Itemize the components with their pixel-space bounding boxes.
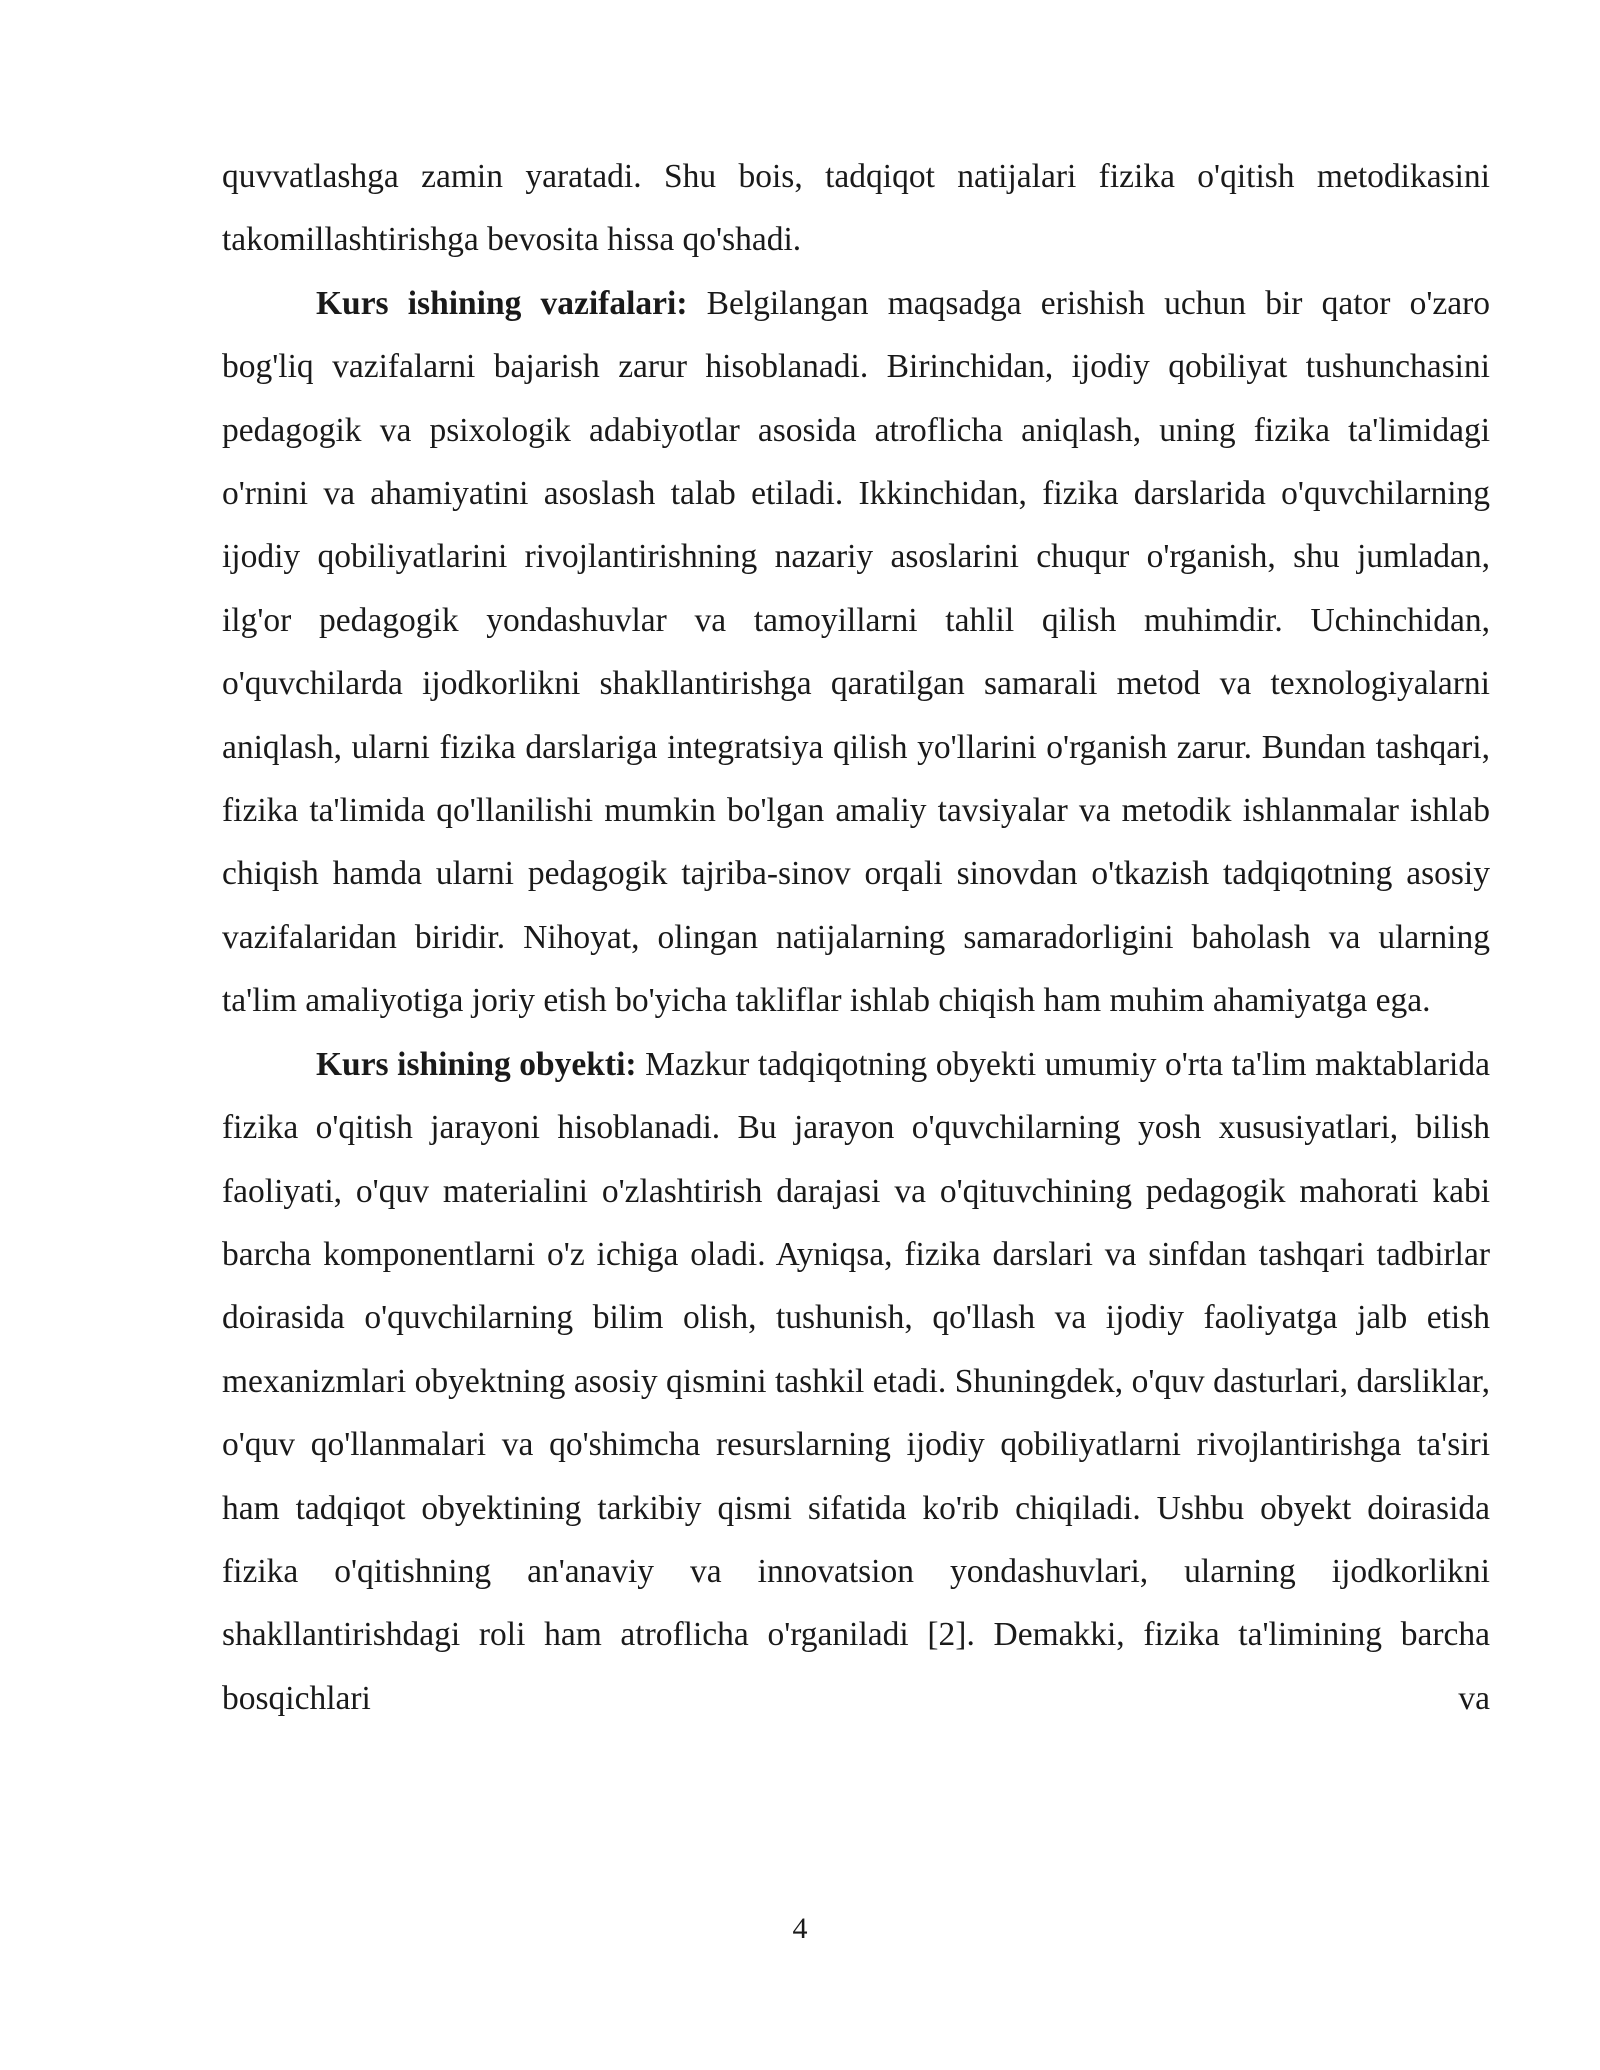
paragraph-text: Belgilangan maqsadga erishish uchun bir qator o'zaro bog'liq vazifalarni bajarish zarur hisoblanadi. Birinchidan, ijodiy qobiliyat tushunchasini pedagogik va psixologik adabiyotlar asosida atroflicha aniqlash, uning fizika ta'limidagi o'rnini va ahamiyatini asoslash talab etiladi. Ikkinchidan, fizika darslarida o'quvchilarning ijodiy qobiliyatlarini rivojlantirishning nazariy asoslarini chuqur o'rganish, shu jumladan, ilg'or pedagogik yondashuvlar va tamoyillarni tahlil qilish muhimdir. Uchinchidan, o'quvchilarda ijodkorlikni shakllantirishga qaratilgan samarali metod va texnologiyalarni aniqlash, ularni fizika darslariga integratsiya qilish yo'llarini o'rganish zarur. Bundan tashqari, fizika ta'limida qo'llanilishi mumkin bo'lgan amaliy tavsiyalar va metodik ishlanmalar ishlab chiqish hamda ularni pedagogik tajriba-sinov orqali sinovdan o'tkazish tadqiqotning asosiy vazifalaridan biridir. Nihoyat, olingan natijalarning samaradorligini baholash va ularning ta'lim amaliyotiga joriy etish bo'yicha takliflar ishlab chiqish ham muhim ahamiyatga ega. bbox=[222, 284, 1490, 1020]
paragraph-tasks bbox=[222, 272, 1490, 1033]
paragraph-heading-object: Kurs ishining obyekti: bbox=[316, 1045, 637, 1083]
paragraph-text: quvvatlashga zamin yaratadi. Shu bois, tadqiqot natijalari fizika o'qitish metodikasini takomillashtirishga bevosita hissa qo'shadi. bbox=[222, 158, 1490, 259]
paragraph-heading-tasks: Kurs ishining vazifalari: bbox=[316, 284, 688, 322]
body-text bbox=[222, 145, 1490, 1730]
paragraph-text: Mazkur tadqiqotning obyekti umumiy o'rta ta'lim maktablarida fizika o'qitish jarayoni hisoblanadi. Bu jarayon o'quvchilarning yosh xususiyatlari, bilish faoliyati, o'quv materialini o'zlashtirish darajasi va o'qituvchining pedagogik mahorati kabi barcha komponentlarni o'z ichiga oladi. Ayniqsa, fizika darslari va sinfdan tashqari tadbirlar doirasida o'quvchilarning bilim olish, tushunish, qo'llash va ijodiy faoliyatga jalb etish mexanizmlari obyektning asosiy qismini tashkil etadi. Shuningdek, o'quv dasturlari, darsliklar, o'quv qo'llanmalari va qo'shimcha resurslarning ijodiy qobiliyatlarni rivojlantirishga ta'siri ham tadqiqot obyektining tarkibiy qismi sifatida ko'rib chiqiladi. Ushbu obyekt doirasida fizika o'qitishning an'anaviy va innovatsion yondashuvlari, ularning ijodkorlikni shakllantirishdagi roli ham atroflicha o'rganiladi [2]. Demakki, fizika ta'limining barcha bosqichlari va bbox=[222, 1045, 1490, 1717]
paragraph-continuation bbox=[222, 145, 1490, 272]
page-number: 4 bbox=[792, 1912, 808, 1945]
paragraph-object bbox=[222, 1033, 1490, 1730]
